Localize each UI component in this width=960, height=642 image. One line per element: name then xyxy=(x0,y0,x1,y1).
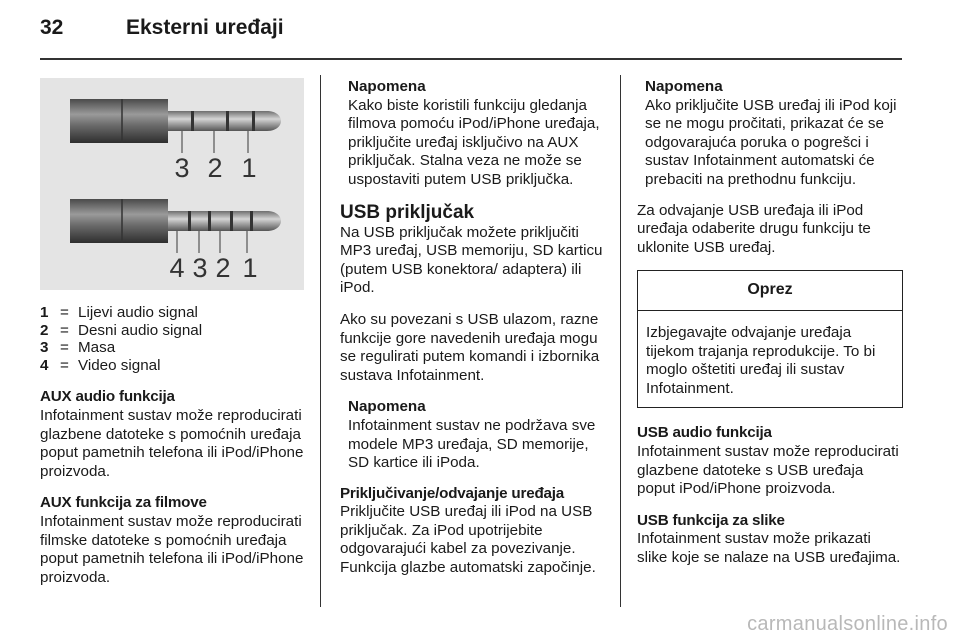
aux-audio-heading: AUX audio funkcija xyxy=(40,388,175,406)
jack-plug-diagram xyxy=(40,78,304,290)
label-top-2: 2 xyxy=(207,153,223,183)
connect-heading: Priključivanje/odvajanje uređaja xyxy=(340,484,565,502)
jack-plug-figure xyxy=(40,78,304,290)
column-left xyxy=(40,78,306,600)
usb-audio-text: Infotainment sustav može reproducirati glazbene datoteke s USB uređaja poput iPod/iPhone proizvoda. xyxy=(637,442,899,498)
usb-image-text: Infotainment sustav može prikazati slike koje se nalaze na USB uređajima. xyxy=(637,530,901,566)
note-box xyxy=(637,78,903,190)
column-divider-2 xyxy=(620,75,621,607)
note-text: Ako priključite USB uređaj ili iPod koji se ne mogu pročitati, prikazat će se odgovarajuća poruka o pogrešci i sustav Infotainment automatski će prebaciti na prethodnu funkciju. xyxy=(645,96,897,188)
note-box xyxy=(340,398,608,472)
label-bottom-3: 3 xyxy=(192,253,208,283)
page-title: Eksterni uređaji xyxy=(126,16,284,39)
usb-port-text: Na USB priključak možete priključiti MP3 uređaj, USB memoriju, SD karticu (putem USB konektora/ adaptera) ili iPod. xyxy=(340,223,603,297)
column-middle xyxy=(340,78,608,591)
note-box xyxy=(340,78,608,190)
note-label: Napomena xyxy=(645,78,723,95)
usb-functions-text: Ako su povezani s USB ulazom, razne funkcije gore navedenih uređaja mogu se regulirati putem komandi i izbornika sustava Infotainment. xyxy=(340,310,600,384)
connect-text: Priključite USB uređaj ili iPod na USB priključak. Za iPod upotrijebite odgovarajući kabel za povezivanje. Funkcija glazbe automatski započinje. xyxy=(340,503,596,577)
four-pole-plug xyxy=(70,199,281,283)
watermark: carmanualsonline.info xyxy=(747,613,948,635)
page-number: 32 xyxy=(40,16,64,39)
legend-item: 1 = Lijevi audio signal xyxy=(40,304,198,321)
label-bottom-2: 2 xyxy=(215,253,231,283)
label-top-1: 1 xyxy=(241,153,257,183)
note-text: Infotainment sustav ne podržava sve modele MP3 uređaja, SD memorije, SD kartice ili iPoda. xyxy=(348,416,596,472)
legend-item: 2 = Desni audio signal xyxy=(40,321,203,339)
usb-port-heading: USB priključak xyxy=(340,201,475,223)
note-text: Kako biste koristili funkciju gledanja filmova pomoću iPod/iPhone uređaja, priključite uređaj isključivo na AUX priključak. Stalna veza ne može se uspostaviti putem USB priključka. xyxy=(348,96,600,188)
detach-text: Za odvajanje USB uređaja ili iPod uređaja odaberite drugu funkciju te uklonite USB uređaj. xyxy=(637,201,871,256)
caution-title: Oprez xyxy=(638,271,902,311)
three-pole-plug xyxy=(70,99,281,183)
note-label: Napomena xyxy=(348,78,426,95)
legend-item: 3 = Masa xyxy=(40,339,116,357)
pin-legend xyxy=(40,304,306,374)
aux-video-heading: AUX funkcija za filmove xyxy=(40,494,207,512)
aux-audio-text: Infotainment sustav može reproducirati glazbene datoteke s pomoćnih uređaja poput pametnih telefona ili iPod/iPhone proizvoda. xyxy=(40,406,304,480)
label-bottom-4: 4 xyxy=(169,253,185,283)
column-divider-1 xyxy=(320,75,321,607)
legend-item: 4 = Video signal xyxy=(40,356,161,374)
caution-text: Izbjegavajte odvajanje uređaja tijekom trajanja reprodukcije. To bi moglo oštetiti uređaj ili sustav Infotainment. xyxy=(646,323,876,397)
column-right xyxy=(637,78,903,580)
caution-box xyxy=(637,270,903,408)
usb-audio-heading: USB audio funkcija xyxy=(637,424,772,442)
usb-image-heading: USB funkcija za slike xyxy=(637,511,785,529)
label-bottom-1: 1 xyxy=(242,253,258,283)
page-header xyxy=(40,16,920,50)
aux-video-text: Infotainment sustav može reproducirati filmske datoteke s pomoćnih uređaja poput pametnih telefona ili iPod/iPhone proizvoda. xyxy=(40,512,304,586)
note-label: Napomena xyxy=(348,398,426,416)
header-rule xyxy=(40,58,902,60)
label-top-3: 3 xyxy=(174,153,190,183)
